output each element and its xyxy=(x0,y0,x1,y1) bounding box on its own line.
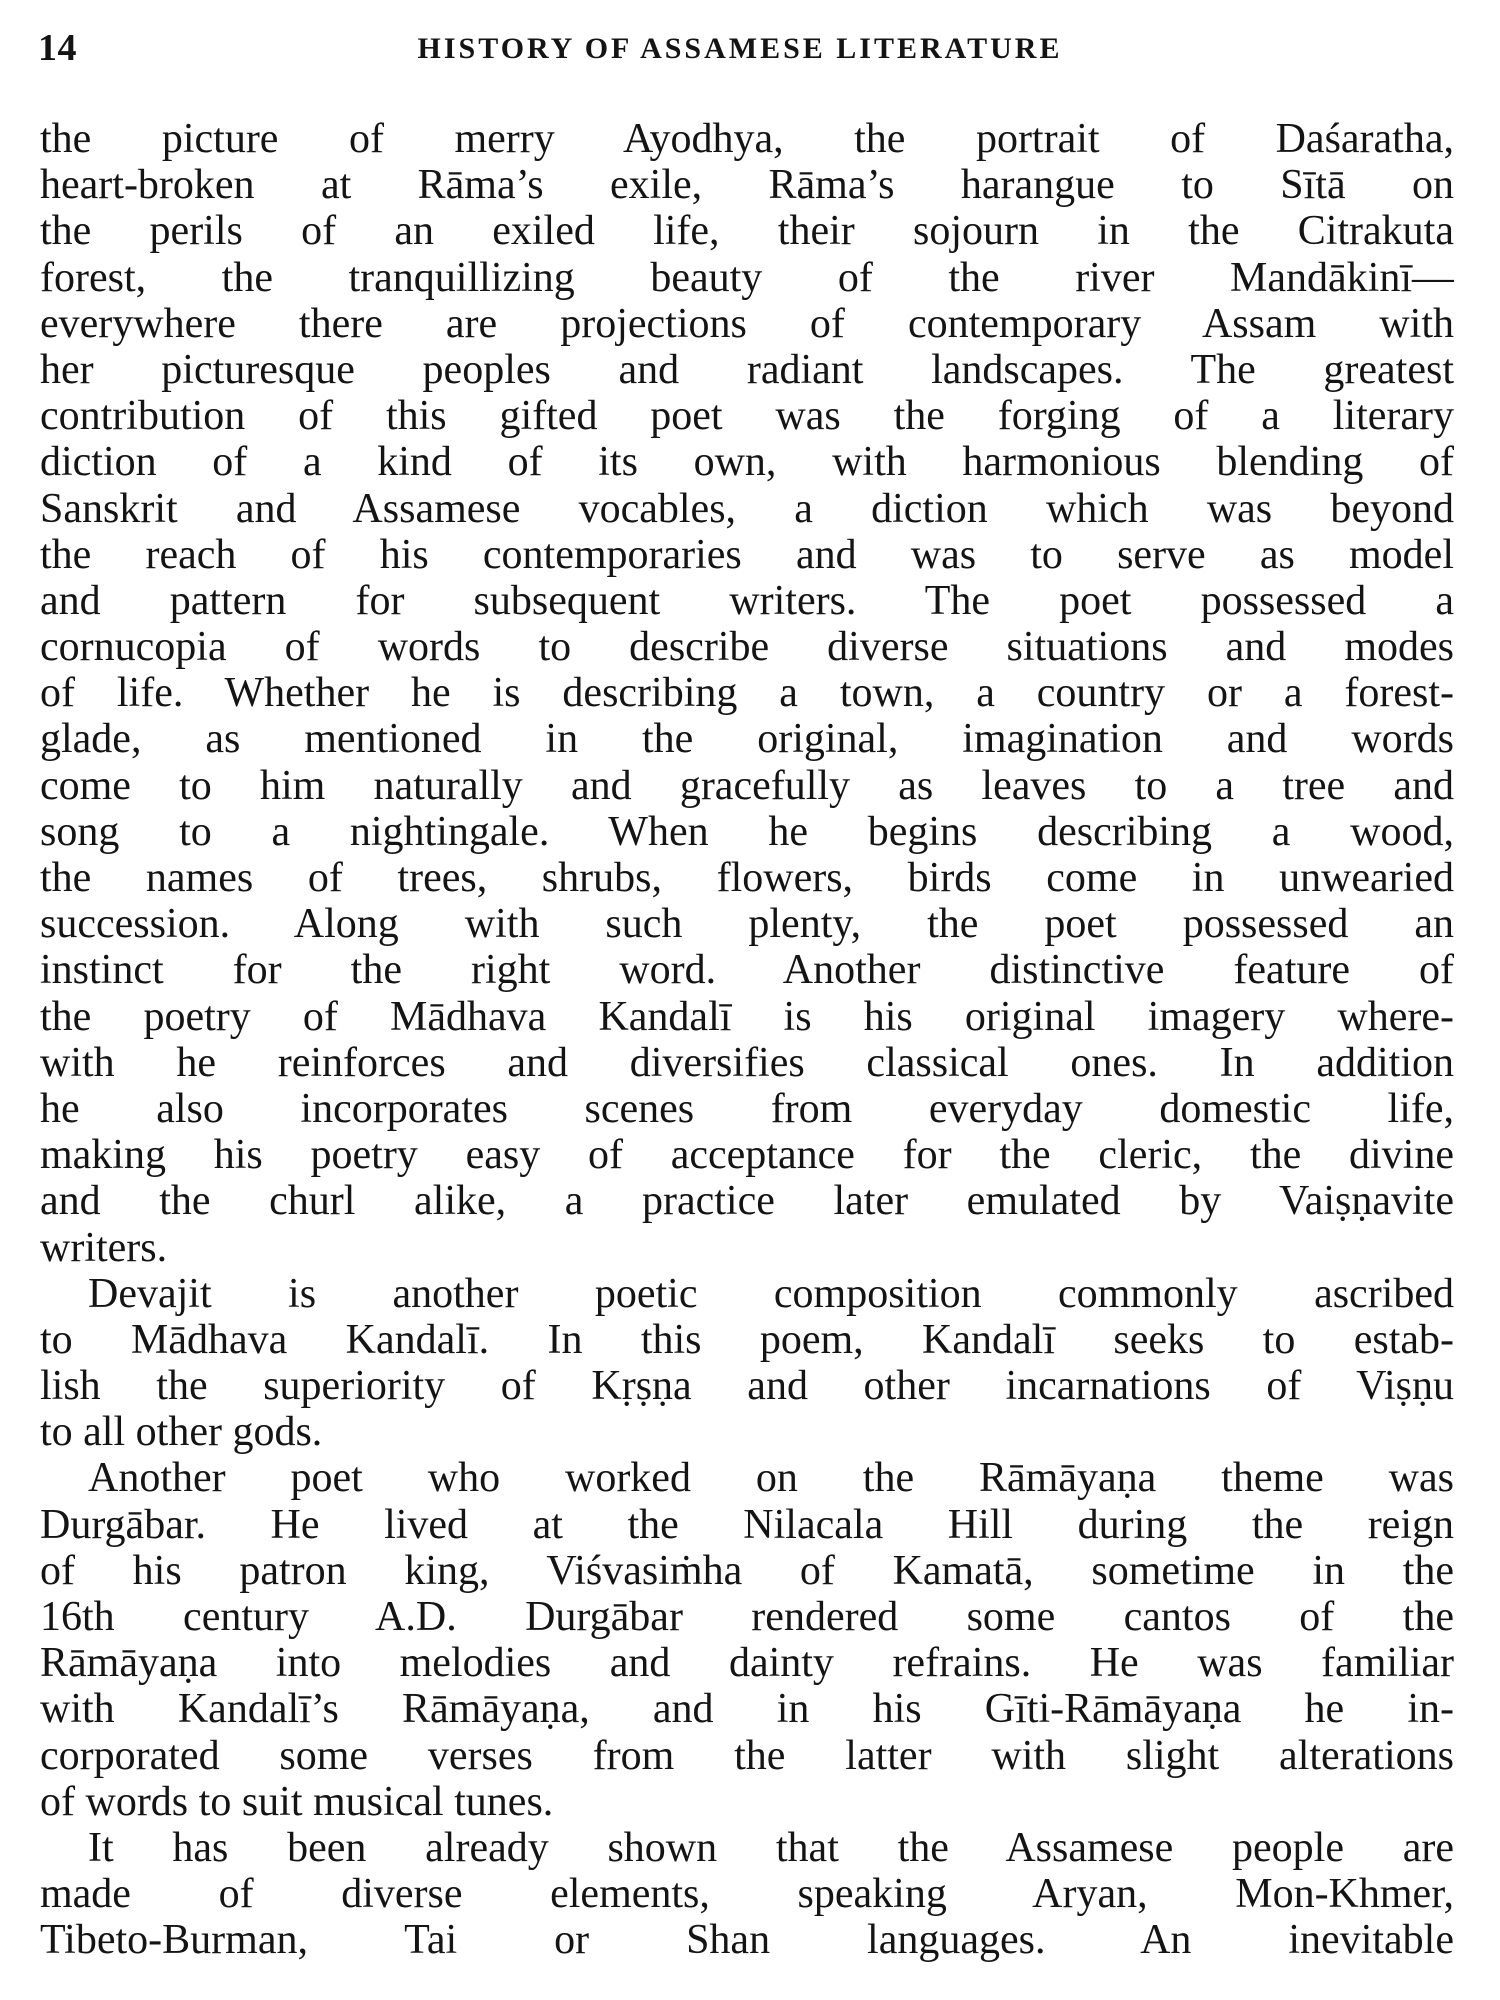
text-line: he also incorporates scenes from everyday domestic life, xyxy=(40,1085,1454,1132)
text-line: diction of a kind of its own, with harmonious blending of xyxy=(40,439,1454,486)
text-line: with he reinforces and diversifies classical ones. In addition xyxy=(40,1039,1454,1086)
page-number: 14 xyxy=(38,27,77,69)
text-line: glade, as mentioned in the original, imagination and words xyxy=(40,716,1454,763)
text-line: Devajit is another poetic composition commonly ascribed xyxy=(88,1270,1454,1317)
paragraph xyxy=(40,1825,1454,1964)
paragraph xyxy=(40,1271,1454,1456)
text-line: and pattern for subsequent writers. The poet possessed a xyxy=(40,577,1454,624)
text-line: corporated some verses from the latter with slight alterations xyxy=(40,1732,1454,1779)
text-line: Durgābar. He lived at the Nilacala Hill during the reign xyxy=(40,1501,1454,1548)
text-line: Sanskrit and Assamese vocables, a diction which was beyond xyxy=(40,485,1454,532)
text-line: to Mādhava Kandalī. In this poem, Kandalī seeks to estab- xyxy=(40,1316,1454,1363)
text-line: making his poetry easy of acceptance for the cleric, the divine xyxy=(40,1132,1454,1179)
running-title: HISTORY OF ASSAMESE LITERATURE xyxy=(417,32,1063,65)
text-line: heart-broken at Rāma’s exile, Rāma’s harangue to Sītā on xyxy=(40,162,1454,209)
text-line: of words to suit musical tunes. xyxy=(40,1778,554,1825)
text-line: contribution of this gifted poet was the forging of a literary xyxy=(40,393,1454,440)
text-line: and the churl alike, a practice later emulated by Vaiṣṇavite xyxy=(40,1178,1454,1225)
paragraph xyxy=(40,116,1454,1271)
text-line: everywhere there are projections of contemporary Assam with xyxy=(40,300,1454,347)
text-line: the names of trees, shrubs, flowers, birds come in unwearied xyxy=(40,855,1454,901)
text-line: the poetry of Mādhava Kandalī is his original imagery where- xyxy=(40,993,1454,1040)
text-line: Tibeto-Burman, Tai or Shan languages. An inevitable xyxy=(40,1917,1454,1964)
text-line: come to him naturally and gracefully as leaves to a tree and xyxy=(40,762,1454,809)
text-line: forest, the tranquillizing beauty of the river Mandākinī— xyxy=(40,254,1454,301)
paragraph xyxy=(40,1455,1454,1825)
text-line: her picturesque peoples and radiant landscapes. The greatest xyxy=(40,346,1454,393)
text-line: Rāmāyaṇa into melodies and dainty refrains. He was familiar xyxy=(40,1640,1454,1687)
body-text xyxy=(36,116,1464,1964)
text-line: the reach of his contemporaries and was to serve as model xyxy=(40,531,1454,578)
text-line: of his patron king, Viśvasiṁha of Kamatā, sometime in the xyxy=(40,1547,1454,1594)
text-line: 16th century A.D. Durgābar rendered some cantos of the xyxy=(40,1594,1454,1640)
running-header xyxy=(36,22,1464,72)
text-line: song to a nightingale. When he begins describing a wood, xyxy=(40,808,1454,855)
text-line: It has been already shown that the Assamese people are xyxy=(88,1824,1454,1871)
text-line: lish the superiority of Kṛṣṇa and other incarnations of Viṣṇu xyxy=(40,1363,1454,1410)
text-line: succession. Along with such plenty, the poet possessed an xyxy=(40,901,1454,948)
text-line: with Kandalī’s Rāmāyaṇa, and in his Gīti-Rāmāyaṇa he in- xyxy=(40,1686,1454,1733)
text-line: Another poet who worked on the Rāmāyaṇa theme was xyxy=(88,1455,1454,1502)
text-line: the perils of an exiled life, their sojourn in the Citrakuta xyxy=(40,208,1454,255)
text-line: writers. xyxy=(40,1224,168,1271)
text-line: instinct for the right word. Another distinctive feature of xyxy=(40,947,1454,994)
text-line: made of diverse elements, speaking Aryan, Mon-Khmer, xyxy=(40,1871,1454,1918)
text-line: of life. Whether he is describing a town, a country or a forest- xyxy=(40,670,1454,717)
text-line: cornucopia of words to describe diverse situations and modes xyxy=(40,624,1454,671)
text-line: the picture of merry Ayodhya, the portrait of Daśaratha, xyxy=(40,116,1454,162)
text-line: to all other gods. xyxy=(40,1409,323,1456)
